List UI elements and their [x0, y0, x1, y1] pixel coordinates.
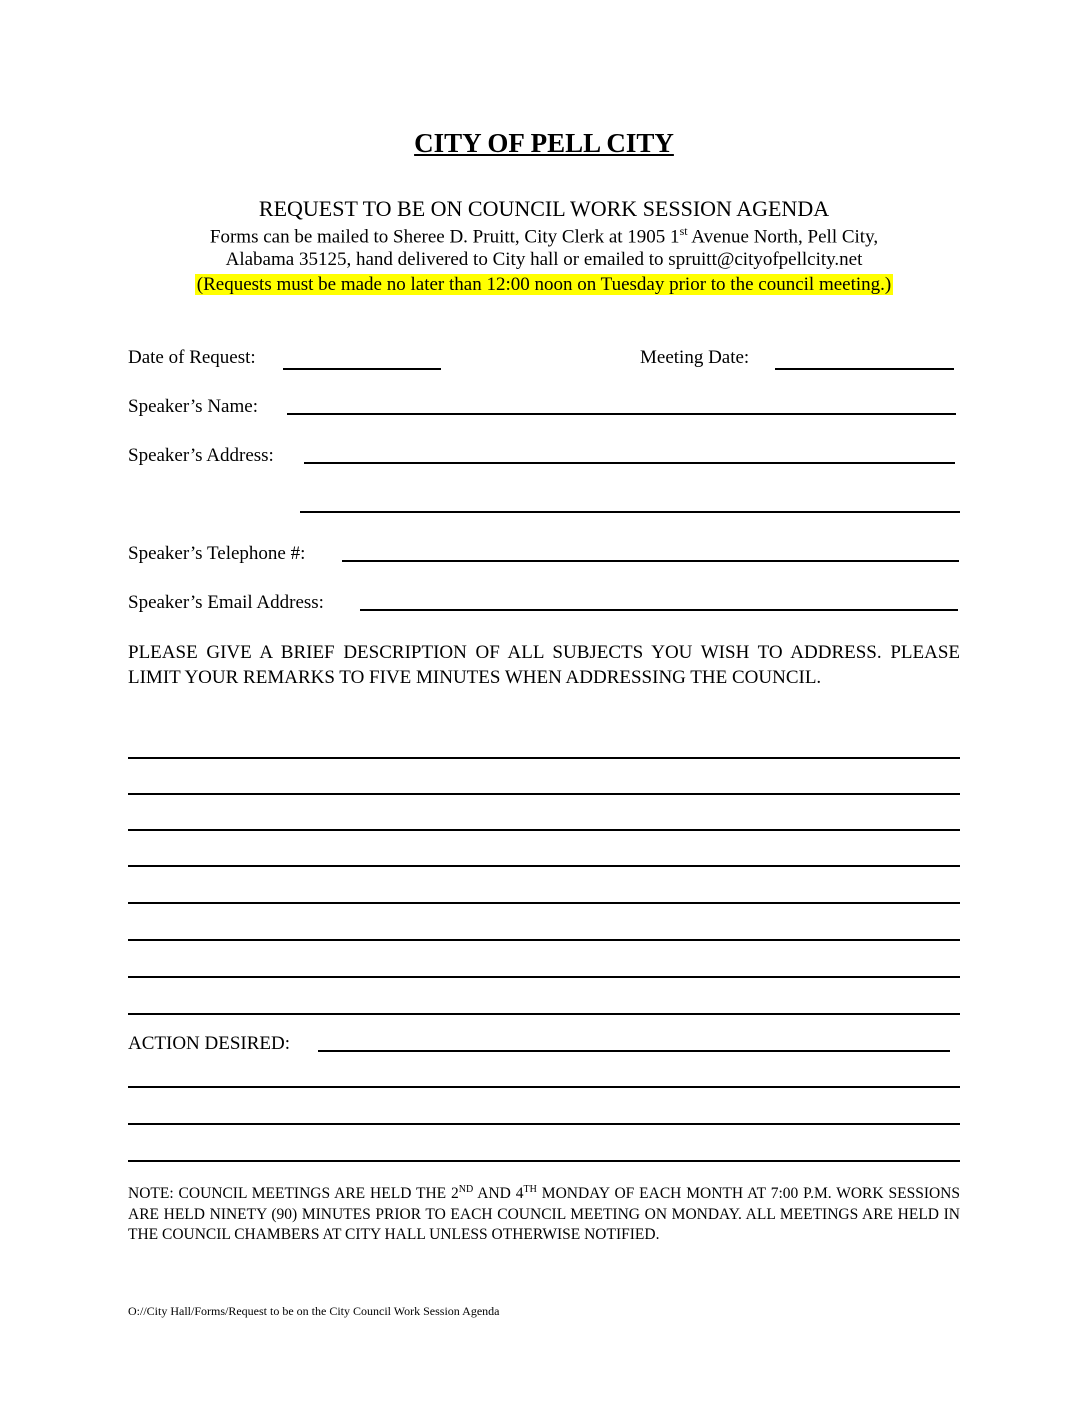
speaker-email-line[interactable]: [360, 609, 958, 611]
description-line-4[interactable]: [128, 865, 960, 867]
deadline-highlight: (Requests must be made no later than 12:00 noon on Tuesday prior to the council meeting.): [196, 274, 892, 295]
description-line-5[interactable]: [128, 902, 960, 904]
meeting-date-line[interactable]: [775, 368, 954, 370]
action-desired-label: ACTION DESIRED:: [128, 1033, 291, 1054]
meeting-schedule-note: NOTE: COUNCIL MEETINGS ARE HELD THE 2ND AND 4TH MONDAY OF EACH MONTH AT 7:00 P.M. WORK SESSIONS ARE HELD NINETY (90) MINUTES PRIOR TO EACH COUNCIL MEETING ON MONDAY. ALL MEETINGS ARE HELD IN THE COUNCIL CHAMBERS AT CITY HALL UNLESS OTHERWISE NOTIFIED.: [128, 1184, 960, 1244]
description-line-2[interactable]: [128, 793, 960, 795]
description-instructions: PLEASE GIVE A BRIEF DESCRIPTION OF ALL SUBJECTS YOU WISH TO ADDRESS. PLEASE LIMIT YOUR REMARKS TO FIVE MINUTES WHEN ADDRESSING THE COUNCIL.: [128, 642, 960, 688]
description-line-3[interactable]: [128, 829, 960, 831]
document-title: CITY OF PELL CITY: [414, 128, 674, 158]
description-line-7[interactable]: [128, 976, 960, 978]
speaker-telephone-line[interactable]: [342, 560, 959, 562]
speaker-name-line[interactable]: [287, 413, 956, 415]
action-desired-line-4[interactable]: [128, 1160, 960, 1162]
file-path-footer: O://City Hall/Forms/Request to be on the City Council Work Session Agenda: [128, 1304, 500, 1318]
action-desired-line-1[interactable]: [318, 1050, 950, 1052]
description-line-1[interactable]: [128, 757, 960, 759]
speaker-telephone-label: Speaker’s Telephone #:: [128, 543, 306, 564]
action-desired-line-2[interactable]: [128, 1086, 960, 1088]
action-desired-line-3[interactable]: [128, 1123, 960, 1125]
date-of-request-line[interactable]: [283, 368, 441, 370]
speaker-address-label: Speaker’s Address:: [128, 445, 274, 466]
description-line-6[interactable]: [128, 939, 960, 941]
submission-instructions-line2: Alabama 35125, hand delivered to City hall or emailed to spruitt@cityofpellcity.net: [225, 249, 863, 270]
submission-instructions-line1: Forms can be mailed to Sheree D. Pruitt, City Clerk at 1905 1st Avenue North, Pell City,: [209, 224, 879, 248]
speaker-name-label: Speaker’s Name:: [128, 396, 258, 417]
speaker-email-label: Speaker’s Email Address:: [128, 592, 324, 613]
date-of-request-label: Date of Request:: [128, 347, 256, 368]
speaker-address-line-1[interactable]: [304, 462, 955, 464]
deadline-notice: [0, 274, 1088, 296]
description-line-8[interactable]: [128, 1013, 960, 1015]
speaker-address-line-2[interactable]: [300, 511, 960, 513]
meeting-date-label: Meeting Date:: [640, 347, 750, 368]
form-subtitle: REQUEST TO BE ON COUNCIL WORK SESSION AGENDA: [258, 196, 830, 221]
